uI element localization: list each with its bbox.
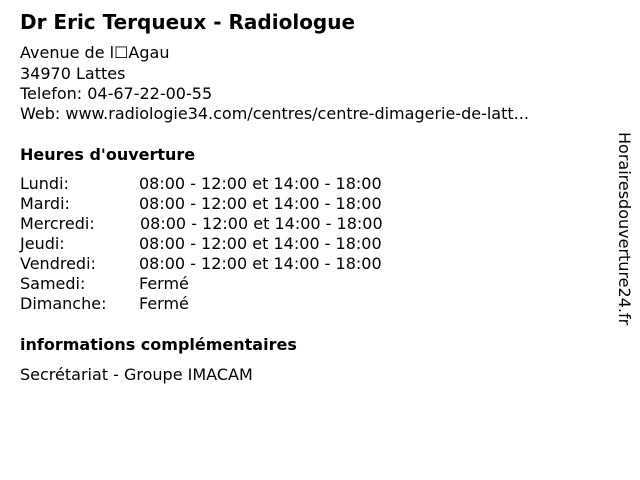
- hours-value: 08:00 - 12:00 et 14:00 - 18:00: [139, 174, 382, 193]
- address-city: 34970 Lattes: [20, 64, 126, 83]
- address-street: Avenue de l☐Agau: [20, 43, 170, 62]
- site-credit-vertical: Horairesdouverture24.fr: [615, 132, 634, 326]
- additional-info-heading: informations complémentaires: [20, 335, 297, 354]
- hours-value: Fermé: [139, 274, 189, 293]
- day-label: Jeudi:: [20, 234, 65, 253]
- hours-value: 08:00 - 12:00 et 14:00 - 18:00: [139, 254, 382, 273]
- opening-hours-heading: Heures d'ouverture: [20, 145, 196, 164]
- hours-value: 08:00 - 12:00 et 14:00 - 18:00: [139, 234, 382, 253]
- page-title: Dr Eric Terqueux - Radiologue: [20, 10, 356, 34]
- additional-info-text: Secrétariat - Groupe IMACAM: [20, 365, 253, 384]
- hours-value: 08:00 - 12:00 et 14:00 - 18:00: [139, 194, 382, 213]
- day-label: Dimanche:: [20, 294, 107, 313]
- website-link: Web: www.radiologie34.com/centres/centre-dimagerie-de-latt...: [20, 104, 529, 123]
- day-label: Samedi:: [20, 274, 86, 293]
- hours-value: 08:00 - 12:00 et 14:00 - 18:00: [140, 214, 383, 233]
- phone-number: Telefon: 04-67-22-00-55: [20, 84, 213, 103]
- day-label: Vendredi:: [20, 254, 96, 273]
- day-label: Lundi:: [20, 174, 69, 193]
- day-label: Mardi:: [20, 194, 70, 213]
- hours-value: Fermé: [139, 294, 189, 313]
- day-label: Mercredi:: [20, 214, 95, 233]
